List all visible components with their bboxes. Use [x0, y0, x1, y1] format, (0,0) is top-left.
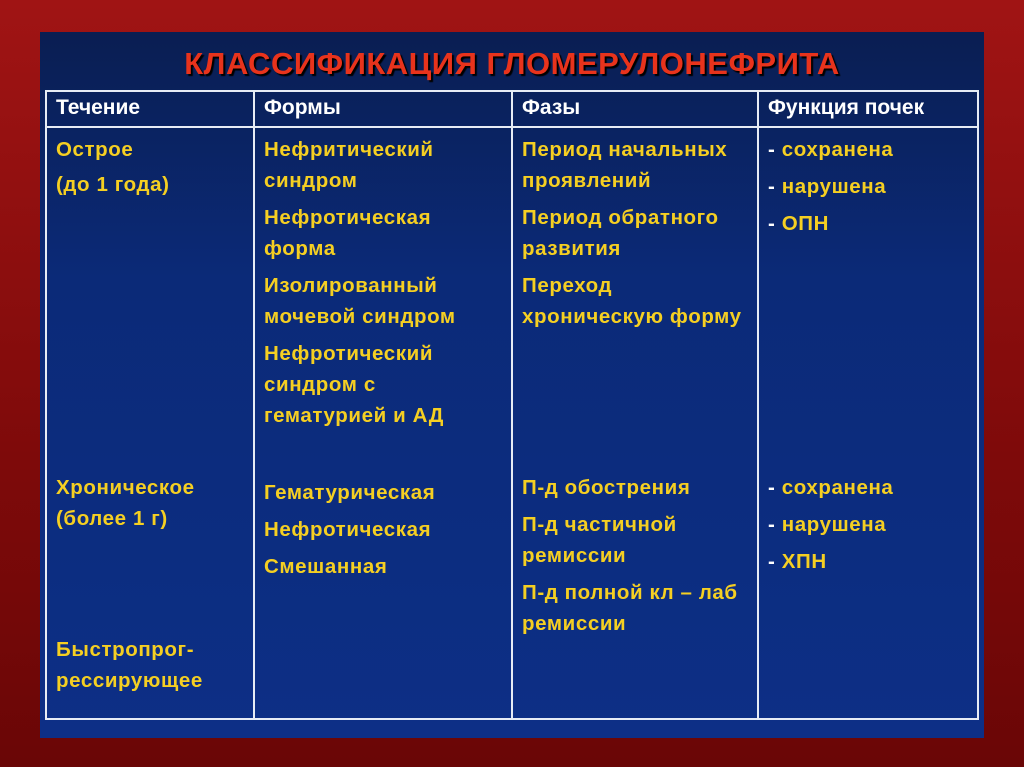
course-cell: [46, 127, 254, 719]
phases-cell: [512, 127, 758, 719]
course-chronic-line: Хроническое: [56, 476, 195, 499]
list-item: Нефритический синдром: [264, 138, 434, 192]
list-item: Нефротическая форма: [264, 206, 432, 260]
course-acute-line: (до 1 года): [56, 173, 170, 196]
list-item-label: сохранена: [781, 476, 894, 499]
phases-chronic-list: [522, 472, 748, 645]
forms-chronic-list: [264, 477, 502, 588]
list-item: П-д частичной ремиссии: [522, 513, 677, 567]
list-item: Гематурическая: [264, 481, 436, 504]
list-item: П-д обострения: [522, 476, 691, 499]
page-title: КЛАССИФИКАЦИЯ ГЛОМЕРУЛОНЕФРИТА: [184, 46, 840, 81]
list-item: [768, 472, 968, 503]
list-item-label: сохранена: [781, 138, 894, 161]
dash-mark: -: [768, 138, 782, 161]
dash-mark: -: [768, 476, 782, 499]
list-item: Период обратного развития: [522, 206, 719, 260]
kidney-function-cell: [758, 127, 978, 719]
slide: [40, 32, 984, 738]
header-forms: Формы: [254, 91, 512, 127]
list-item: Изолированный мочевой синдром: [264, 274, 456, 328]
list-item: [768, 546, 968, 577]
list-item: П-д полной кл – лаб ремиссии: [522, 581, 738, 635]
header-row: [46, 91, 978, 127]
list-item: Смешанная: [264, 555, 388, 578]
course-rapid-line: Быстропрог-: [56, 638, 195, 661]
course-acute-line: Острое: [56, 138, 134, 161]
dash-mark: -: [768, 175, 782, 198]
list-item: Период начальных проявлений: [522, 138, 728, 192]
course-chronic-line: (более 1 г): [56, 507, 168, 530]
phases-acute-list: [522, 134, 748, 338]
dash-mark: -: [768, 513, 782, 536]
classification-table: [45, 90, 979, 720]
header-kidney-function: Функция почек: [758, 91, 978, 127]
course-chronic: [56, 472, 244, 534]
kidney-chronic-list: [768, 472, 968, 583]
list-item-label: нарушена: [781, 513, 887, 536]
list-item: Нефротическая: [264, 518, 432, 541]
list-item: [768, 134, 968, 165]
list-item-label: нарушена: [781, 175, 887, 198]
header-phases: Фазы: [512, 91, 758, 127]
forms-acute-list: [264, 134, 502, 437]
list-item: Переход хроническую форму: [522, 274, 742, 328]
dash-mark: -: [768, 212, 782, 235]
header-course: Течение: [46, 91, 254, 127]
dash-mark: -: [768, 550, 782, 573]
kidney-acute-list: [768, 134, 968, 245]
list-item: Нефротический синдром с гематурией и АД: [264, 342, 444, 427]
list-item-label: ОПН: [781, 212, 830, 235]
forms-cell: [254, 127, 512, 719]
course-rapid-line: рессирующее: [56, 669, 203, 692]
body-row: [46, 127, 978, 719]
list-item-label: ХПН: [781, 550, 827, 573]
list-item: [768, 208, 968, 239]
course-acute: [56, 134, 244, 200]
list-item: [768, 509, 968, 540]
list-item: [768, 171, 968, 202]
course-rapid: [56, 634, 244, 696]
